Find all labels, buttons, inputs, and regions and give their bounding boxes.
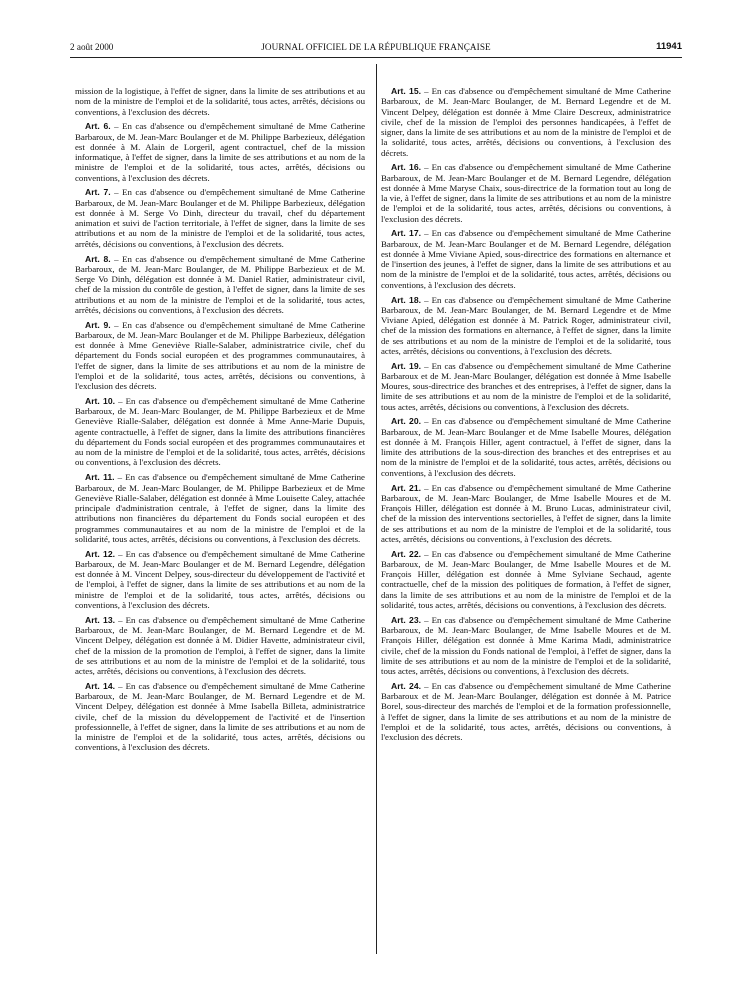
article-label: Art. 9. <box>85 319 111 330</box>
article-text: – En cas d'absence ou d'empêchement simultané de Mme Catherine Barbaroux, de M. Jean-Marc Boulanger, de M. Bernard Legendre et de M. Vincent Delpey, délégation est donnée à M. Didier Havette, administrateur civil, chef de la mission de la promotion de l'emploi, à l'effet de signer, dans la limite de ses attributions et au nom de la ministre de l'emploi et de la solidarité, tous actes, arrêtés, décisions ou conventions, à l'exclusion des décrets. <box>75 614 365 676</box>
article-label: Art. 16. <box>391 162 421 173</box>
article-label: Art. 12. <box>85 548 115 559</box>
article-text: mission de la logistique, à l'effet de signer, dans la limite de ses attributions et au nom de la ministre de l'emploi et de la solidarité, tous actes, arrêtés, décisions ou conventions, à l'exclusion des décrets. <box>75 86 365 117</box>
article-label: Art. 23. <box>391 614 421 625</box>
article-text: – En cas d'absence ou d'empêchement simultané de Mme Catherine Barbaroux, de M. Jean-Marc Boulanger, de M. Philippe Barbezieux et de Mme Geneviève Rialle-Salaber, délégation est donnée à Mme Louisette Caley, attachée principale d'administration centrale, à l'effet de signer, dans la limite des attributions non financières du département du Fonds social européen et des programmes communautaires et au nom de la ministre de l'emploi et de la solidarité, tous actes, arrêtés, décisions ou conventions, à l'exclusion des décrets. <box>75 472 365 544</box>
right-column <box>381 86 671 747</box>
article-label: Art. 18. <box>391 294 421 305</box>
article-text: – En cas d'absence ou d'empêchement simultané de Mme Catherine Barbaroux, de M. Jean-Marc Boulanger, de M. Philippe Barbezieux et de Mme Geneviève Rialle-Salaber, délégation est donnée à Mme Anne-Marie Dupuis, agente contractuelle, à l'effet de signer, dans la limite des attributions financières du département du Fonds social européen et des programmes communautaires et au nom de la ministre de l'emploi et de la solidarité, tous actes, arrêtés, décisions ou conventions, à l'exclusion des décrets. <box>75 395 365 468</box>
article-paragraph <box>381 295 671 357</box>
article-text: – En cas d'absence ou d'empêchement simultané de Mme Catherine Barbaroux, de M. Jean-Marc Boulanger et de Mme Isabelle Moures, délégation est donnée à M. François Hiller, agent contractuel, à l'effet de signer, dans la limite des attributions de la sous-direction des branches et des entreprises et au nom de la ministre de l'emploi et de la solidarité, tous actes, arrêtés, décisions ou conventions, à l'exclusion des décrets. <box>381 416 671 478</box>
article-paragraph <box>381 361 671 412</box>
article-paragraph <box>75 254 365 316</box>
article-paragraph <box>75 549 365 611</box>
article-paragraph <box>75 615 365 677</box>
article-text: – En cas d'absence ou d'empêchement simultané de Mme Catherine Barbaroux, de M. Jean-Marc Boulanger, de M. Philippe Barbezieux et de M. Serge Vo Dinh, délégation est donnée à M. Daniel Ratier, administrateur civil, chef de la mission du contrôle de gestion, à l'effet de signer, dans la limite de ses attributions et au nom de la ministre de l'emploi et de la solidarité, tous actes, arrêtés, décisions ou conventions, à l'exclusion des décrets. <box>75 253 365 315</box>
article-paragraph <box>75 320 365 392</box>
article-paragraph <box>75 681 365 753</box>
journal-title: JOURNAL OFFICIEL DE LA RÉPUBLIQUE FRANÇAISE <box>261 42 491 52</box>
article-paragraph <box>381 483 671 545</box>
article-label: Art. 15. <box>391 86 421 96</box>
article-text: – En cas d'absence ou d'empêchement simultané de Mme Catherine Barbaroux, de M. Jean-Marc Boulanger, de Mme Isabelle Moures et de M. François Hiller, délégation est donnée à M. Bruno Lucas, administrateur civil, chef de la mission des interventions sectorielles, à l'effet de signer, dans la limite de ses attributions et au nom de la ministre de l'emploi et de la solidarité, tous actes, arrêtés, décisions ou conventions, à l'exclusion des décrets. <box>381 482 671 544</box>
article-label: Art. 19. <box>391 360 421 371</box>
article-text: – En cas d'absence ou d'empêchement simultané de Mme Catherine Barbaroux et de M. Jean-Marc Boulanger, délégation est donnée à Mme Isabelle Moures, sous-directrice des branches et des entreprises, à l'effet de signer, dans la limite de ses attributions et au nom de la ministre de l'emploi et de la solidarité, tous actes, arrêtés, décisions ou conventions, à l'exclusion des décrets. <box>381 360 671 412</box>
page-header <box>70 40 682 54</box>
article-paragraph <box>75 396 365 468</box>
article-paragraph <box>75 187 365 249</box>
column-divider <box>376 64 377 954</box>
article-text: – En cas d'absence ou d'empêchement simultané de Mme Catherine Barbaroux, de M. Jean-Marc Boulanger et de M. Philippe Barbezieux, délégation est donnée à M. Serge Vo Dinh, directeur du travail, chef du département animation et suivi de l'action territoriale, à l'effet de signer, dans la limite de ses attributions et au nom de la ministre de l'emploi et de la solidarité, tous actes, arrêtés, décisions ou conventions, à l'exclusion des décrets. <box>75 187 365 249</box>
article-label: Art. 17. <box>391 228 421 239</box>
article-label: Art. 14. <box>85 680 115 691</box>
article-label: Art. 13. <box>85 614 115 625</box>
article-text: – En cas d'absence ou d'empêchement simultané de Mme Catherine Barbaroux, de M. Jean-Marc Boulanger, de M. Bernard Legendre et de M. Vincent Delpey, délégation est donnée à Mme Claire Descreux, administratrice civile, chef de la mission de l'emploi des personnes handicapées, à l'effet de signer, dans la limite de ses attributions et au nom de la ministre de l'emploi et de la solidarité, tous actes, arrêtés, décisions ou conventions, à l'exclusion des décrets. <box>381 86 671 158</box>
article-label: Art. 24. <box>391 680 421 691</box>
article-text: – En cas d'absence ou d'empêchement simultané de Mme Catherine Barbaroux, de M. Jean-Marc Boulanger, de M. Bernard Legendre et de M. Vincent Delpey, délégation est donnée à Mme Isabella Billeta, administratrice civile, chef de la mission du développement de l'activité et de l'insertion professionnelle, à l'effet de signer, dans la limite de ses attributions et au nom de la ministre de l'emploi et de la solidarité, tous actes, arrêtés, décisions ou conventions, à l'exclusion des décrets. <box>75 680 365 753</box>
article-label: Art. 7. <box>85 187 111 198</box>
page-number: 11941 <box>656 41 682 52</box>
article-label: Art. 20. <box>391 416 421 427</box>
article-paragraph <box>381 162 671 224</box>
article-text: – En cas d'absence ou d'empêchement simultané de Mme Catherine Barbaroux, de M. Jean-Marc Boulanger, de Mme Isabelle Moures et de M. François Hiller, délégation est donnée à Mme Karima Madi, administratrice civile, chef de la mission du Fonds national de l'emploi, à l'effet de signer, dans la limite de ses attributions et au nom de la ministre de l'emploi et de la solidarité, tous actes, arrêtés, décisions ou conventions, à l'exclusion des décrets. <box>381 614 671 676</box>
article-label: Art. 11. <box>85 472 115 483</box>
article-text: – En cas d'absence ou d'empêchement simultané de Mme Catherine Barbaroux, de M. Jean-Marc Boulanger et de M. Bernard Legendre, délégation est donnée à M. Vincent Delpey, sous-directeur du développement de l'activité et de l'emploi, à l'effet de signer, dans la limite de ses attributions et au nom de la ministre de l'emploi et de la solidarité, tous actes, arrêtés, décisions ou conventions, à l'exclusion des décrets. <box>75 548 365 610</box>
article-paragraph <box>75 472 365 544</box>
article-label: Art. 10. <box>85 395 115 406</box>
article-paragraph <box>381 681 671 743</box>
article-text: – En cas d'absence ou d'empêchement simultané de Mme Catherine Barbaroux, de M. Jean-Marc Boulanger et de M. Philippe Barbezieux, délégation est donnée à M. Alain de Lorgeril, agent contractuel, chef de la mission informatique, à l'effet de signer, dans la limite de ses attributions et au nom de la ministre de l'emploi et de la solidarité, tous actes, arrêtés, décisions ou conventions, à l'exclusion des décrets. <box>75 121 365 183</box>
article-text: – En cas d'absence ou d'empêchement simultané de Mme Catherine Barbaroux, de M. Jean-Marc Boulanger et de M. Philippe Barbezieux, délégation est donnée à Mme Geneviève Rialle-Salaber, administratrice civile, chef du département du Fonds social européen et des programmes communautaires, à l'effet de signer, dans la limite de ses attributions et au nom de la ministre de l'emploi et de la solidarité, tous actes, arrêtés, décisions ou conventions, à l'exclusion des décrets. <box>75 319 365 392</box>
article-text: – En cas d'absence ou d'empêchement simultané de Mme Catherine Barbaroux, de M. Jean-Marc Boulanger, de M. Bernard Legendre et de Mme Viviane Apied, délégation est donnée à M. Patrick Roger, administrateur civil, chef de la mission des formations en alternance, à l'effet de signer, dans la limite de ses attributions et au nom de la ministre de l'emploi et de la solidarité, tous actes, arrêtés, décisions ou conventions, à l'exclusion des décrets. <box>381 294 671 356</box>
article-paragraph <box>381 549 671 611</box>
article-label: Art. 21. <box>391 482 421 493</box>
article-label: Art. 22. <box>391 548 421 559</box>
header-rule <box>70 57 682 58</box>
article-paragraph <box>381 86 671 158</box>
issue-date: 2 août 2000 <box>70 42 114 52</box>
article-paragraph <box>75 121 365 183</box>
article-label: Art. 6. <box>85 121 111 132</box>
left-column <box>75 86 365 757</box>
article-text: – En cas d'absence ou d'empêchement simultané de Mme Catherine Barbaroux, de M. Jean-Marc Boulanger, de Mme Isabelle Moures et de M. François Hiller, délégation est donnée à Mme Sylviane Sechaud, agente contractuelle, chef de la mission des politiques de formation, à l'effet de signer, dans la limite de ses attributions et au nom de la ministre de l'emploi et de la solidarité, tous actes, arrêtés, décisions ou conventions, à l'exclusion des décrets. <box>381 548 671 610</box>
article-paragraph <box>381 615 671 677</box>
article-text: – En cas d'absence ou d'empêchement simultané de Mme Catherine Barbaroux et de M. Jean-Marc Boulanger, délégation est donnée à M. Patrice Borel, sous-directeur des marchés de l'emploi et de la formation professionnelle, à l'effet de signer, dans la limite de ses attributions et au nom de la ministre de l'emploi et de la solidarité, tous actes, arrêtés, décisions ou conventions, à l'exclusion des décrets. <box>381 680 671 743</box>
article-text: – En cas d'absence ou d'empêchement simultané de Mme Catherine Barbaroux, de M. Jean-Marc Boulanger et de M. Bernard Legendre, délégation est donnée à Mme Viviane Apied, sous-directrice des formations en alternance et de l'insertion des jeunes, à l'effet de signer, dans la limite de ses attributions et au nom de la ministre de l'emploi et de la solidarité, tous actes, arrêtés, décisions ou conventions, à l'exclusion des décrets. <box>381 228 671 290</box>
article-text: – En cas d'absence ou d'empêchement simultané de Mme Catherine Barbaroux, de M. Jean-Marc Boulanger et de M. Bernard Legendre, délégation est donnée à Mme Maryse Chaix, sous-directrice de la formation tout au long de la vie, à l'effet de signer, dans la limite de ses attributions et au nom de la ministre de l'emploi et de la solidarité, tous actes, arrêtés, décisions ou conventions, à l'exclusion des décrets. <box>381 162 671 224</box>
article-paragraph <box>381 228 671 290</box>
paragraph <box>75 86 365 117</box>
article-label: Art. 8. <box>85 253 111 264</box>
article-paragraph <box>381 416 671 478</box>
